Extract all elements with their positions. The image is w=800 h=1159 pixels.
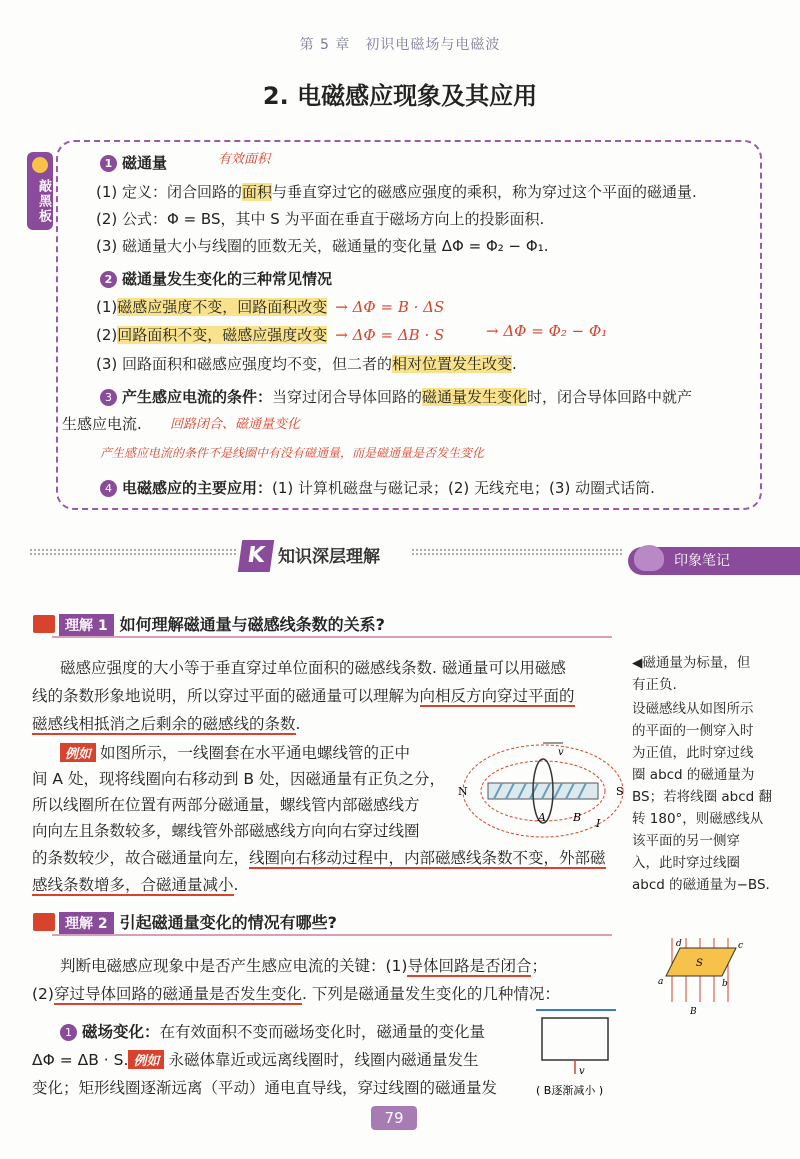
- example-badge: 例如: [128, 1050, 164, 1069]
- side-note-line: 有正负.: [632, 677, 677, 693]
- heading-underline: [52, 934, 612, 936]
- current-label: I: [596, 817, 601, 830]
- figure-caption: ( B逐渐减小 ): [536, 1084, 604, 1097]
- board-line-turns: (3) 磁通量大小与线圈的匝数无关，磁通量的变化量 ΔΦ = Φ₂ − Φ₁.: [96, 237, 549, 255]
- corner-a-label: a: [658, 977, 664, 987]
- book-icon: [33, 913, 55, 931]
- point-a-label: A: [538, 811, 546, 824]
- page-title: 2. 电磁感应现象及其应用: [262, 82, 538, 110]
- understanding-2-heading: 理解 2 引起磁通量变化的情况有哪些?: [33, 910, 337, 934]
- corner-d-label: d: [676, 939, 682, 949]
- li1-paragraph-line: 线的条数形象地说明，所以穿过平面的磁通量可以理解为向相反方向穿过平面的: [32, 687, 575, 705]
- field-label: B: [690, 1007, 697, 1017]
- point-b-label: B: [573, 811, 582, 824]
- side-note-line: 圈 abcd 的磁通量为: [632, 767, 755, 783]
- corner-c-label: c: [738, 941, 744, 951]
- side-note-line: BS；若将线圈 abcd 翻: [632, 789, 773, 805]
- section-title: K 知识深层理解: [240, 540, 380, 572]
- understanding-1-heading: 理解 1 如何理解磁通量与磁感线条数的关系?: [33, 612, 385, 636]
- board-section-3: 3 产生感应电流的条件：当穿过闭合导体回路的磁通量发生变化时，闭合导体回路中就产: [100, 386, 692, 407]
- example-line: 感线条数增多，合磁通量减小.: [32, 876, 239, 894]
- flux-plane-figure: [652, 932, 752, 1018]
- li2-paragraph-line: (2)穿过导体回路的磁通量是否发生变化. 下列是磁通量发生变化的几种情况：: [32, 985, 560, 1003]
- wire-loop-figure: [532, 1004, 622, 1100]
- li1-paragraph-line: 磁感线相抵消之后剩余的磁感线的条数.: [32, 715, 301, 733]
- side-note-line: ◀磁通量为标量，但: [632, 655, 751, 671]
- handwritten-delta-formula: → ΔΦ = Φ₂ − Φ₁: [486, 322, 608, 340]
- example-line: 间 A 处，现将线圈向右移动到 B 处，因磁通量有正负之分，: [32, 770, 445, 788]
- li1-paragraph-line: 磁感应强度的大小等于垂直穿过单位面积的磁感线条数. 磁通量可以用磁感: [60, 659, 566, 677]
- example-line: 的条数较少，故合磁通量向左，线圈向右移动过程中，内部磁感线条数不变，外部磁: [32, 849, 606, 867]
- side-note-line: 设磁感线从如图所示: [632, 701, 754, 717]
- example-line: 所以线圈所在位置有两部分磁通量，螺线管内部磁感线方: [32, 796, 420, 814]
- board-case-1: (1)磁感应强度不变，回路面积改变 → ΔΦ = B · ΔS: [96, 298, 445, 316]
- example-line: 例如 如图所示，一线圈套在水平通电螺线管的正中: [60, 741, 410, 763]
- solenoid-figure: [458, 735, 628, 845]
- example-line: 向向左且条数较多，螺线管外部磁感线方向向右穿过线圈: [32, 822, 420, 840]
- velocity-label: v: [579, 1066, 585, 1077]
- handwritten-condition-note: 回路闭合、磁通量变化: [170, 417, 301, 432]
- section-divider-right: [412, 549, 622, 555]
- section-divider-left: [30, 549, 236, 555]
- field-change-line: ΔΦ = ΔB · S. 例如 永磁体靠近或远离线圈时，线圈内磁通量发生: [32, 1051, 479, 1069]
- board-section-3-cont: 生感应电流.: [62, 415, 142, 433]
- elephant-icon: [634, 545, 664, 571]
- velocity-label: v: [558, 747, 564, 758]
- side-note-line: abcd 的磁通量为−BS.: [632, 877, 770, 893]
- notes-header: 印象笔记: [628, 547, 800, 575]
- area-label: S: [696, 958, 703, 969]
- corner-b-label: b: [722, 979, 728, 989]
- field-change-line: 1 磁场变化：在有效面积不变而磁场变化时，磁通量的变化量: [60, 1020, 485, 1042]
- board-line-formula: (2) 公式：Φ = BS，其中 S 为平面在垂直于磁场方向上的投影面积.: [96, 210, 545, 228]
- board-section-1-title: 1 磁通量: [100, 152, 167, 173]
- board-section-2-title: 2 磁通量发生变化的三种常见情况: [100, 268, 332, 289]
- example-badge: 例如: [60, 743, 96, 762]
- field-change-line: 变化；矩形线圈逐渐远离（平动）通电直导线，穿过线圈的磁通量发: [32, 1079, 498, 1097]
- side-note-line: 为正值，此时穿过线: [632, 745, 754, 761]
- board-case-3: (3) 回路面积和磁感应强度均不变，但二者的相对位置发生改变.: [96, 355, 517, 373]
- side-note-line: 转 180°，则磁感线从: [632, 811, 764, 827]
- side-note-line: 入，此时穿过线圈: [632, 855, 740, 871]
- section-number-badge: 1: [100, 155, 117, 172]
- handwritten-note-area: 有效面积: [218, 152, 271, 167]
- board-line-definition: (1) 定义：闭合回路的面积与垂直穿过它的磁感应强度的乘积，称为穿过这个平面的磁通量.: [96, 183, 697, 201]
- handwritten-explanation: 产生感应电流的条件不是线圈中有没有磁通量，而是磁通量是否发生变化: [100, 446, 485, 460]
- page-number: 79: [371, 1106, 417, 1130]
- north-label: N: [458, 785, 468, 798]
- book-icon: [33, 615, 55, 633]
- lightbulb-icon: [32, 157, 48, 173]
- heading-underline: [52, 636, 612, 638]
- board-case-2: (2)回路面积不变，磁感应强度改变 → ΔΦ = ΔB · S: [96, 326, 445, 344]
- side-note-line: 的平面的一侧穿入时: [632, 723, 754, 739]
- south-label: S: [616, 785, 624, 798]
- chapter-header: 第 5 章 初识电磁场与电磁波: [299, 37, 501, 53]
- board-section-4: 4 电磁感应的主要应用：(1) 计算机磁盘与磁记录；(2) 无线充电；(3) 动圈式话筒.: [100, 477, 655, 498]
- blackboard-tab: 敲黑板: [27, 152, 53, 230]
- side-note-line: 该平面的另一侧穿: [632, 833, 740, 849]
- li2-paragraph-line: 判断电磁感应现象中是否产生感应电流的关键：(1)导体回路是否闭合；: [60, 957, 547, 975]
